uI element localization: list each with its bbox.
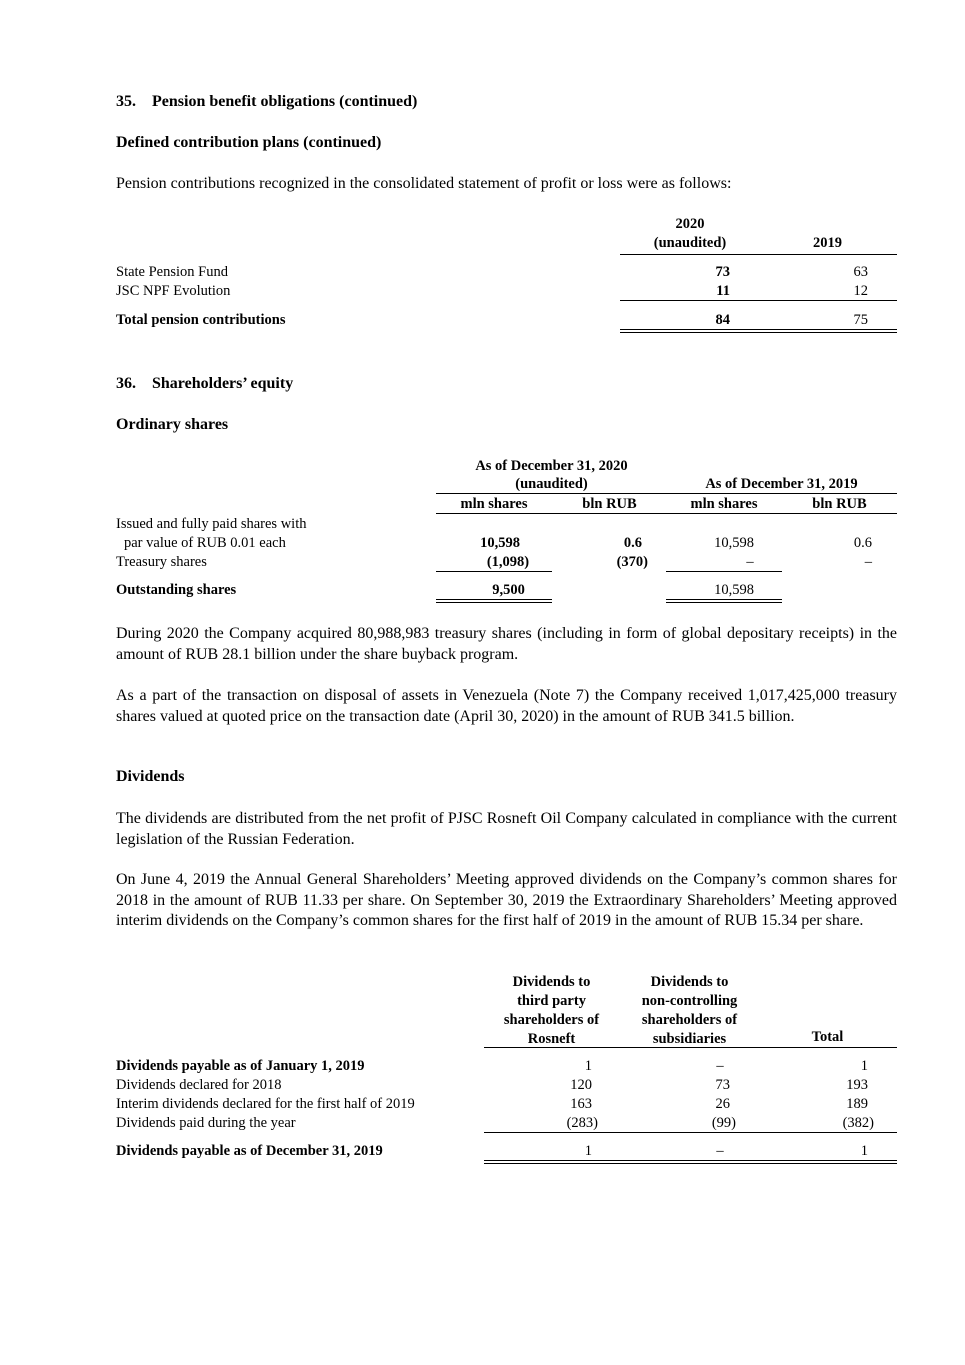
div-closing-label: Dividends payable as of December 31, 2019 (116, 1143, 383, 1159)
dividends-heading: Dividends (116, 768, 185, 785)
div-row-b: (99) (711, 1115, 736, 1131)
shares-group-2020-line1: As of December 31, 2020 (475, 458, 628, 474)
pension-row-label: JSC NPF Evolution (116, 283, 231, 299)
shares-outstanding-mln-2020: 9,500 (492, 582, 525, 598)
shares-col-bln-2020: bln RUB (582, 496, 637, 512)
div-row-a: (283) (566, 1115, 598, 1131)
shares-treasury-mln-2020: (1,098) (486, 554, 530, 570)
section-36-heading: 36. Shareholders’ equity (116, 375, 294, 392)
section-35-heading: 35. Pension benefit obligations (continued) (116, 93, 418, 110)
shares-treasury-bln-2020: (370) (616, 554, 648, 570)
treasury-buyback-paragraph: During 2020 the Company acquired 80,988,983 treasury shares (including in form of global depositary receipts) in the amount of RUB 28.1 billion under the share buyback program. (116, 625, 897, 663)
pension-intro: Pension contributions recognized in the consolidated statement of profit or loss were as follows: (116, 175, 732, 192)
pension-row-2019: 63 (853, 264, 868, 280)
pension-total-2020: 84 (715, 312, 730, 328)
div-col-rosneft-header: Dividends to third party shareholders of Rosneft (503, 974, 600, 1047)
div-row-label: Interim dividends declared for the first half of 2019 (116, 1096, 415, 1112)
pension-row-2019: 12 (853, 283, 868, 299)
div-opening-a: 1 (584, 1058, 592, 1074)
pension-col-2020-note: (unaudited) (653, 235, 727, 251)
div-row-c: 193 (846, 1077, 868, 1093)
shares-group-2020-line2: (unaudited) (515, 476, 588, 492)
section-35-subheading: Defined contribution plans (continued) (116, 134, 382, 151)
pension-row-2020: 11 (716, 283, 730, 299)
shares-issued-label-1: Issued and fully paid shares with (116, 516, 307, 532)
shares-issued-bln-2019: 0.6 (853, 535, 872, 551)
shares-issued-mln-2020: 10,598 (480, 535, 520, 551)
shares-issued-label-2: par value of RUB 0.01 each (124, 535, 286, 551)
shares-treasury-label: Treasury shares (116, 554, 207, 570)
pension-row-label: State Pension Fund (116, 264, 228, 280)
shares-col-mln-2020: mln shares (460, 496, 528, 512)
shares-issued-bln-2020: 0.6 (623, 535, 642, 551)
shares-outstanding-label: Outstanding shares (116, 582, 237, 598)
shares-treasury-mln-2019: – (746, 554, 754, 570)
pension-col-2019: 2019 (813, 235, 842, 251)
div-row-a: 120 (570, 1077, 592, 1093)
div-row-label: Dividends paid during the year (116, 1115, 296, 1131)
div-row-label: Dividends declared for 2018 (116, 1077, 282, 1093)
div-row-c: (382) (842, 1115, 874, 1131)
pension-col-2020-year: 2020 (675, 216, 705, 232)
pension-total-2019: 75 (853, 312, 868, 328)
pension-row-2020: 73 (715, 264, 730, 280)
dividends-policy-paragraph: The dividends are distributed from the net profit of PJSC Rosneft Oil Company calculated in compliance with the current legislation of the Russian Federation. (116, 810, 897, 848)
div-row-c: 189 (846, 1096, 868, 1112)
shares-issued-mln-2019: 10,598 (714, 535, 754, 551)
venezuela-paragraph: As a part of the transaction on disposal of assets in Venezuela (Note 7) the Company received 1,017,425,000 treasury shares valued at quoted price on the transaction date (April 30, 2020) in the amount of RUB 341.5 billion. (116, 687, 897, 725)
div-opening-b: – (716, 1058, 724, 1074)
shares-treasury-bln-2019: – (864, 554, 872, 570)
div-col-total-header: Total (811, 1029, 844, 1045)
shares-group-2019: As of December 31, 2019 (705, 476, 858, 492)
shares-col-bln-2019: bln RUB (812, 496, 867, 512)
div-closing-a: 1 (584, 1143, 592, 1159)
div-row-b: 73 (715, 1077, 730, 1093)
div-opening-label: Dividends payable as of January 1, 2019 (116, 1058, 365, 1074)
section-36-subheading: Ordinary shares (116, 416, 229, 433)
shares-outstanding-mln-2019: 10,598 (714, 582, 754, 598)
div-row-a: 163 (570, 1096, 592, 1112)
shares-col-mln-2019: mln shares (690, 496, 758, 512)
dividends-approval-paragraph: On June 4, 2019 the Annual General Shareholders’ Meeting approved dividends on the Company’s common shares for 2018 in the amount of RUB 11.33 per share. On September 30, 2019 the Extraordinary Shareholders’ Meeting approved interim dividends on the Company’s common shares for the first half of 2019 in the amount of RUB 15.34 per share. (116, 871, 897, 930)
div-col-noncontrolling-header: Dividends to non-controlling shareholders of subsidiaries (641, 974, 738, 1047)
div-closing-c: 1 (860, 1143, 868, 1159)
div-opening-c: 1 (860, 1058, 868, 1074)
div-closing-b: – (716, 1143, 724, 1159)
div-row-b: 26 (715, 1096, 730, 1112)
pension-total-label: Total pension contributions (116, 312, 286, 328)
